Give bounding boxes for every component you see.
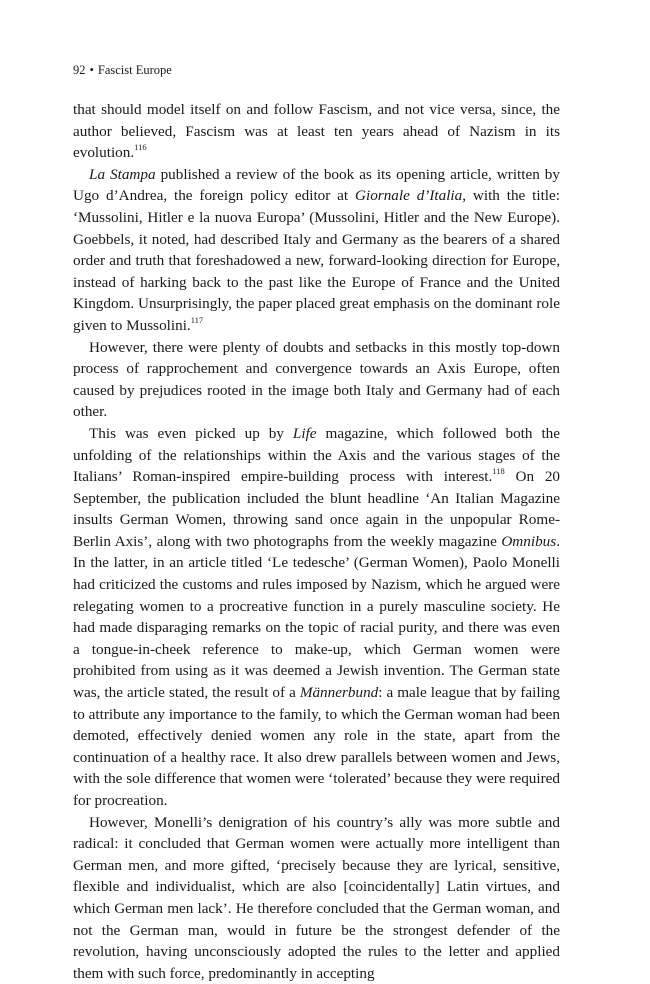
italic-text: Männerbund [299,684,379,702]
text-run: , with the title: ‘Mussolini, Hitler e la nuova Europa’ (Mussolini, Hitler and the New Europe). Goebbels, it noted, had described Italy and Germany as the bearers of a shared order and truth that foreshadowed a new, forward-looking direction for Europe, instead of harking back to the past like the Europe of France and the United Kingdom. Unsurprisingly, the paper placed great emphasis on the dominant role given to Mussolini. [73,187,560,334]
page-number: 92 [73,63,86,77]
text-run: : a male league that by failing to attribute any importance to the family, to which the German woman had been demoted, effectively denied women any role in the state, apart from the continuation of a healthy race. It also drew parallels between women and Jews, with the sole difference that women were ‘tolerated’ because they were required for procreation. [73,684,560,809]
footnote-ref: 118 [492,466,505,477]
text-run: . In the latter, in an article titled ‘Le tedesche’ (German Women), Paolo Monelli had criticized the customs and rules imposed by Nazism, which he argued were relegating women to a procreative function in a purely masculine society. He had made disparaging remarks on the topic of racial purity, and there was even a tongue-in-cheek reference to make-up, which German women were prohibited from using as it was deemed a Jewish invention. The German state was, the article stated, the result of a [73,532,560,702]
italic-text: Giornale d’Italia [355,187,463,205]
header-separator: • [89,63,94,77]
book-page [73,62,560,984]
paragraph [73,337,560,423]
body-text [73,99,560,984]
text-run: On 20 September, the publication included the blunt headline ‘An Italian Magazine insults German Women, throwing sand once again in the unpopular Rome-Berlin Axis’, along with two photographs from the weekly magazine [73,468,561,550]
paragraph [73,812,560,984]
text-run: published a review of the book as its opening article, written by Ugo d’Andrea, the foreign policy editor at [73,165,560,205]
paragraph [73,164,560,337]
running-title: Fascist Europe [97,63,172,77]
running-head [73,62,560,78]
text-run: However, Monelli’s denigration of his country’s ally was more subtle and radical: it concluded that German women were actually more intelligent than German men, and more gifted, ‘precisely because they are lyrical, sensitive, flexible and individualist, which are also [coincidentally] Latin virtues, and which German men lack’. He therefore concluded that the German woman, and not the German man, would in future be the strongest defender of the revolution, having unconsciously adopted the rules to the letter and applied them with such force, predominantly in accepting [73,813,560,982]
paragraph [73,423,560,812]
footnote-ref: 116 [134,142,147,153]
paragraph [73,99,560,164]
italic-text: Life [292,424,317,442]
text-run: This was even picked up by [89,424,293,442]
italic-text: La Stampa [89,165,156,183]
text-run: magazine, which followed both the unfolding of the relationships within the Axis and the various stages of the Italians’ Roman-inspired empire-building process with interest. [73,424,561,486]
italic-text: Omnibus [501,532,557,550]
footnote-ref: 117 [190,314,204,325]
text-run: that should model itself on and follow Fascism, and not vice versa, since, the author believed, Fascism was at least ten years ahead of Nazism in its evolution. [73,101,560,162]
text-run: However, there were plenty of doubts and setbacks in this mostly top-down process of rapprochement and convergence towards an Axis Europe, often caused by prejudices rooted in the image both Italy and Germany had of each other. [73,338,560,421]
